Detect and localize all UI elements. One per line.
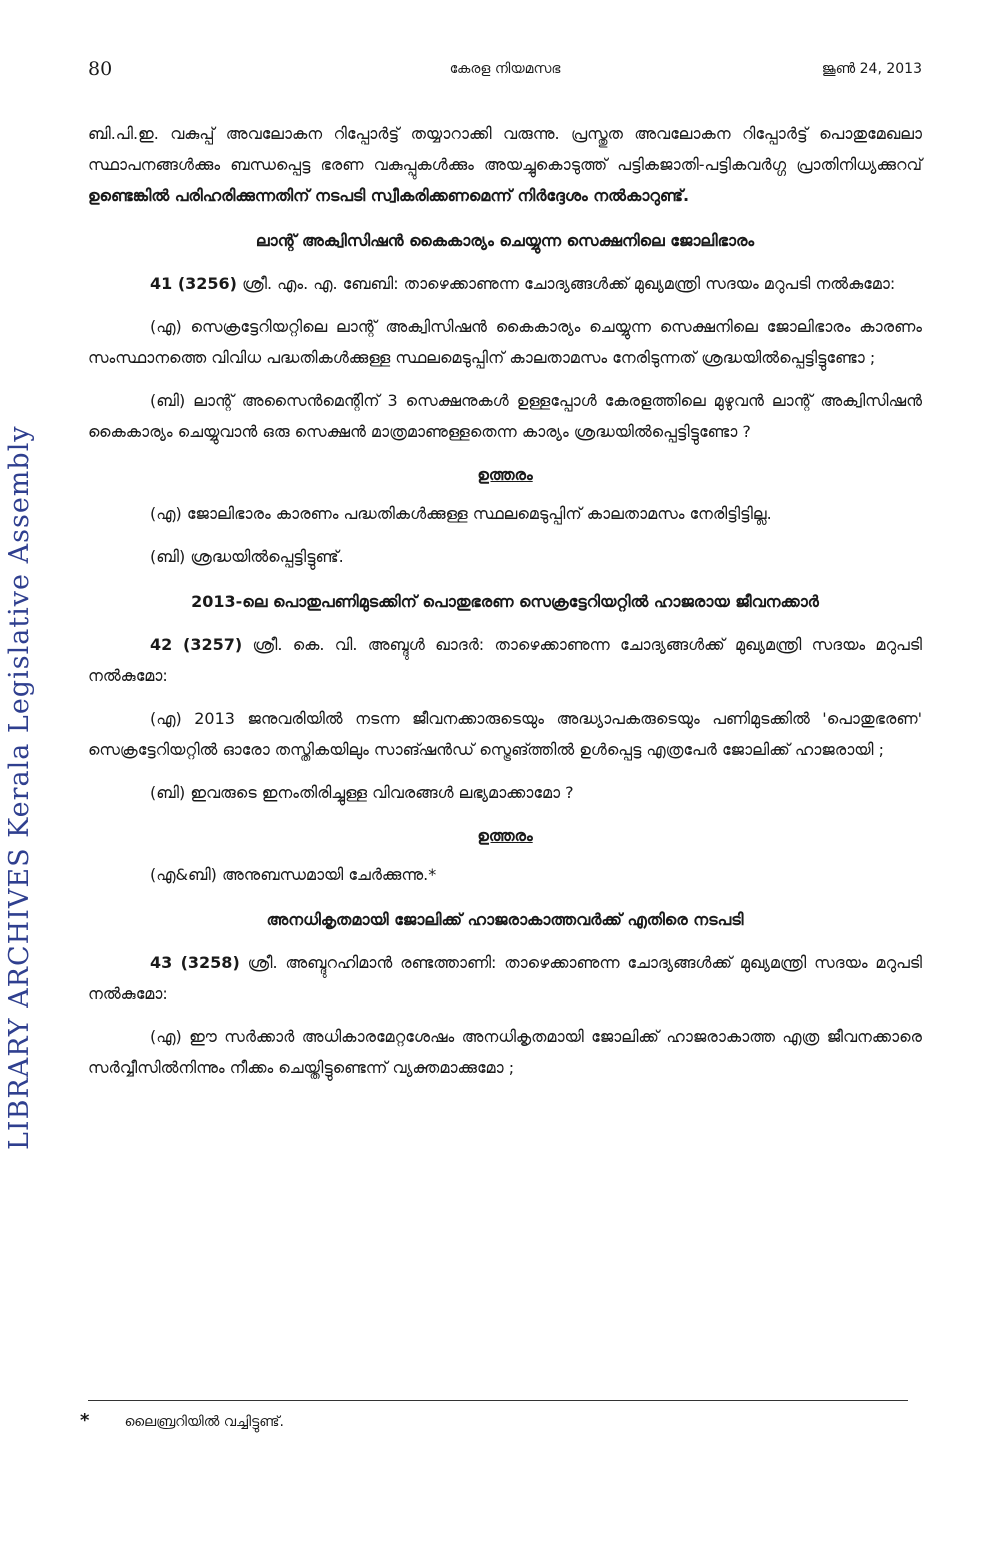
question-part <box>88 703 922 765</box>
question-part <box>88 385 922 447</box>
page-header <box>88 58 922 88</box>
answer-part <box>88 498 922 529</box>
archive-watermark-text: LIBRARY ARCHIVES Kerala Legislative Assembly <box>4 425 35 1150</box>
section-heading: 2013-ലെ പൊതുപണിമുടക്കിന് പൊതുഭരണ സെക്രട്ടേറിയറ്റിൽ ഹാജരായ ജീവനക്കാർ <box>191 592 819 611</box>
question-text: ശ്രീ. അബ്ദുറഹിമാൻ രണ്ടത്താണി: താഴെക്കാണുന്ന ചോദ്യങ്ങൾക്ക് മുഖ്യമന്ത്രി സദയം മറുപടി നൽകുമോ: <box>88 953 923 1003</box>
answer-part <box>88 859 922 890</box>
question-intro <box>88 947 922 1009</box>
question-text: ശ്രീ. എം. എ. ബേബി: താഴെക്കാണുന്ന ചോദ്യങ്ങൾക്ക് മുഖ്യമന്ത്രി സദയം മറുപടി നൽകുമോ: <box>242 274 896 293</box>
section-heading: അനധികൃതമായി ജോലിക്ക് ഹാജരാകാത്തവർക്ക് എതിരെ നടപടി <box>266 910 744 929</box>
part-text: 2013 ജനുവരിയിൽ നടന്ന ജീവനക്കാരുടെയും അദ്ധ്യാപകരുടെയും പണിമുടക്കിൽ 'പൊതുഭരണ' സെക്രട്ടേറിയറ്റിൽ ഓരോ തസ്തികയിലും സാങ്ഷൻഡ് സ്ട്രെങ്ത്തിൽ ഉൾപ്പെട്ട എത്രപേർ ജോലിക്ക് ഹാജരായി ; <box>88 709 922 759</box>
footnote <box>80 1410 284 1431</box>
answer-text: ശ്രദ്ധയിൽപ്പെട്ടിട്ടുണ്ട്. <box>190 547 344 566</box>
answer-label: (ബി) <box>150 547 186 566</box>
question-part <box>88 777 922 808</box>
answer-heading: ഉത്തരം <box>477 465 533 484</box>
intro-text: ബി.പി.ഇ. വകുപ്പ് അവലോകന റിപ്പോർട്ട് തയ്യാറാക്കി വരുന്നു. പ്രസ്തുത അവലോകന റിപ്പോർട്ട് പൊതുമേഖലാ സ്ഥാപനങ്ങൾക്കും ബന്ധപ്പെട്ട ഭരണ വകുപ്പുകൾക്കും അയച്ചുകൊടുത്ത് പട്ടികജാതി-പട്ടികവർഗ്ഗ പ്രാതിനിധ്യക്കുറവ് <box>88 124 922 174</box>
question-intro <box>88 268 922 299</box>
part-text: സെക്രട്ടേറിയറ്റിലെ ലാന്റ് അക്വിസിഷൻ കൈകാര്യം ചെയ്യുന്ന സെക്ഷനിലെ ജോലിഭാരം കാരണം സംസ്ഥാനത്തെ വിവിധ പദ്ധതികൾക്കുള്ള സ്ഥലമെടുപ്പിന് കാലതാമസം നേരിടുന്നത് ശ്രദ്ധയിൽപ്പെട്ടിട്ടുണ്ടോ ; <box>88 317 922 367</box>
header-title: കേരള നിയമസഭ <box>449 61 561 77</box>
header-date: ജൂൺ 24, 2013 <box>821 61 922 77</box>
answer-text: അനുബന്ധമായി ചേർക്കുന്നു.* <box>222 865 437 884</box>
answer-label: (എ) <box>150 504 182 523</box>
answer-heading: ഉത്തരം <box>477 826 533 845</box>
part-text: ലാന്റ് അസൈൻമെന്റിന് 3 സെക്ഷനുകൾ ഉള്ളപ്പോൾ കേരളത്തിലെ മുഴുവൻ ലാന്റ് അക്വിസിഷൻ കൈകാര്യം ചെയ്യുവാൻ ഒരു സെക്ഷൻ മാത്രമാണുള്ളതെന്ന കാര്യം ശ്രദ്ധയിൽപ്പെട്ടിട്ടുണ്ടോ ? <box>88 391 922 441</box>
intro-bold-text: ഉണ്ടെങ്കിൽ പരിഹരിക്കുന്നതിന് നടപടി സ്വീകരിക്കണമെന്ന് നിർദ്ദേശം നൽകാറുണ്ട്. <box>88 186 690 205</box>
footnote-divider <box>88 1400 908 1401</box>
question-part <box>88 311 922 373</box>
archive-watermark <box>0 360 50 1180</box>
question-number: 42 (3257) <box>150 635 243 654</box>
part-label: (ബി) <box>150 391 186 410</box>
page-content <box>88 118 922 1083</box>
question-number: 43 (3258) <box>150 953 240 972</box>
part-label: (എ) <box>150 1027 182 1046</box>
question-number: 41 (3256) <box>150 274 237 293</box>
part-text: ഇവരുടെ ഇനംതിരിച്ചുള്ള വിവരങ്ങൾ ലഭ്യമാക്കാമോ ? <box>190 783 574 802</box>
page-number: 80 <box>88 58 113 80</box>
part-text: ഈ സർക്കാർ അധികാരമേറ്റശേഷം അനധികൃതമായി ജോലിക്ക് ഹാജരാകാത്ത എത്ര ജീവനക്കാരെ സർവ്വീസിൽനിന്നും നീക്കം ചെയ്തിട്ടുണ്ടെന്ന് വ്യക്തമാക്കുമോ ; <box>88 1027 922 1077</box>
question-intro <box>88 629 922 691</box>
part-label: (എ) <box>150 317 182 336</box>
intro-paragraph <box>88 118 922 211</box>
part-label: (എ) <box>150 709 182 728</box>
part-label: (ബി) <box>150 783 186 802</box>
answer-text: ജോലിഭാരം കാരണം പദ്ധതികൾക്കുള്ള സ്ഥലമെടുപ്പിന് കാലതാമസം നേരിട്ടിട്ടില്ല. <box>186 504 772 523</box>
section-heading: ലാന്റ് അക്വിസിഷൻ കൈകാര്യം ചെയ്യുന്ന സെക്ഷനിലെ ജോലിഭാരം <box>255 231 755 250</box>
answer-label: (എ&ബി) <box>150 865 217 884</box>
answer-part <box>88 541 922 572</box>
question-text: ശ്രീ. കെ. വി. അബ്ദുൾ ഖാദർ: താഴെക്കാണുന്ന ചോദ്യങ്ങൾക്ക് മുഖ്യമന്ത്രി സദയം മറുപടി നൽകുമോ: <box>88 635 922 685</box>
footnote-mark: * <box>80 1410 90 1431</box>
question-part <box>88 1021 922 1083</box>
footnote-text: ലൈബ്രറിയിൽ വച്ചിട്ടുണ്ട്. <box>124 1414 284 1430</box>
